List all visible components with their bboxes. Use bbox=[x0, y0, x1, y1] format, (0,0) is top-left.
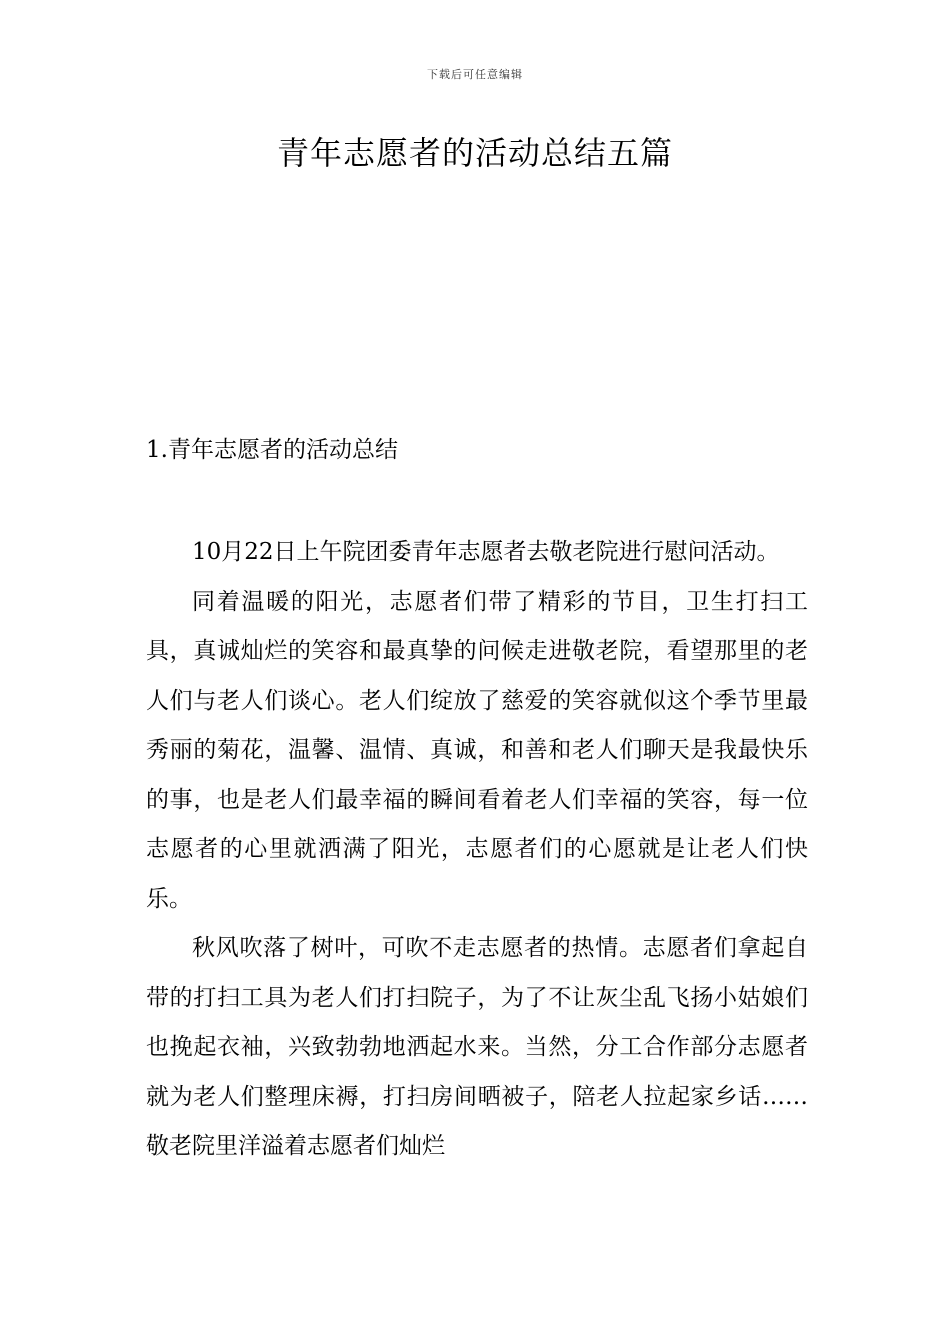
document-title: 青年志愿者的活动总结五篇 bbox=[276, 134, 673, 172]
header-note: 下载后可任意编辑 bbox=[427, 68, 523, 81]
paragraph: 10月22日上午院团委青年志愿者去敬老院进行慰问活动。 bbox=[192, 539, 780, 565]
section-heading: 1.青年志愿者的活动总结 bbox=[146, 437, 398, 463]
section-body bbox=[146, 528, 808, 1172]
paragraph: 秋风吹落了树叶，可吹不走志愿者的热情。志愿者们拿起自带的打扫工具为老人们打扫院子，为了不让灰尘乱飞扬小姑娘们也挽起衣袖，兴致勃勃地洒起水来。当然，分工合作部分志愿者就为老人们整理床褥，打扫房间晒被子，陪老人拉起家乡话……敬老院里洋溢着志愿者们灿烂 bbox=[146, 935, 808, 1159]
paragraph: 同着温暖的阳光，志愿者们带了精彩的节目，卫生打扫工具，真诚灿烂的笑容和最真挚的问候走进敬老院，看望那里的老人们与老人们谈心。老人们绽放了慈爱的笑容就似这个季节里最秀丽的菊花，温馨、温情、真诚，和善和老人们聊天是我最快乐的事，也是老人们最幸福的瞬间看着老人们幸福的笑容，每一位志愿者的心里就洒满了阳光，志愿者们的心愿就是让老人们快乐。 bbox=[146, 588, 808, 912]
